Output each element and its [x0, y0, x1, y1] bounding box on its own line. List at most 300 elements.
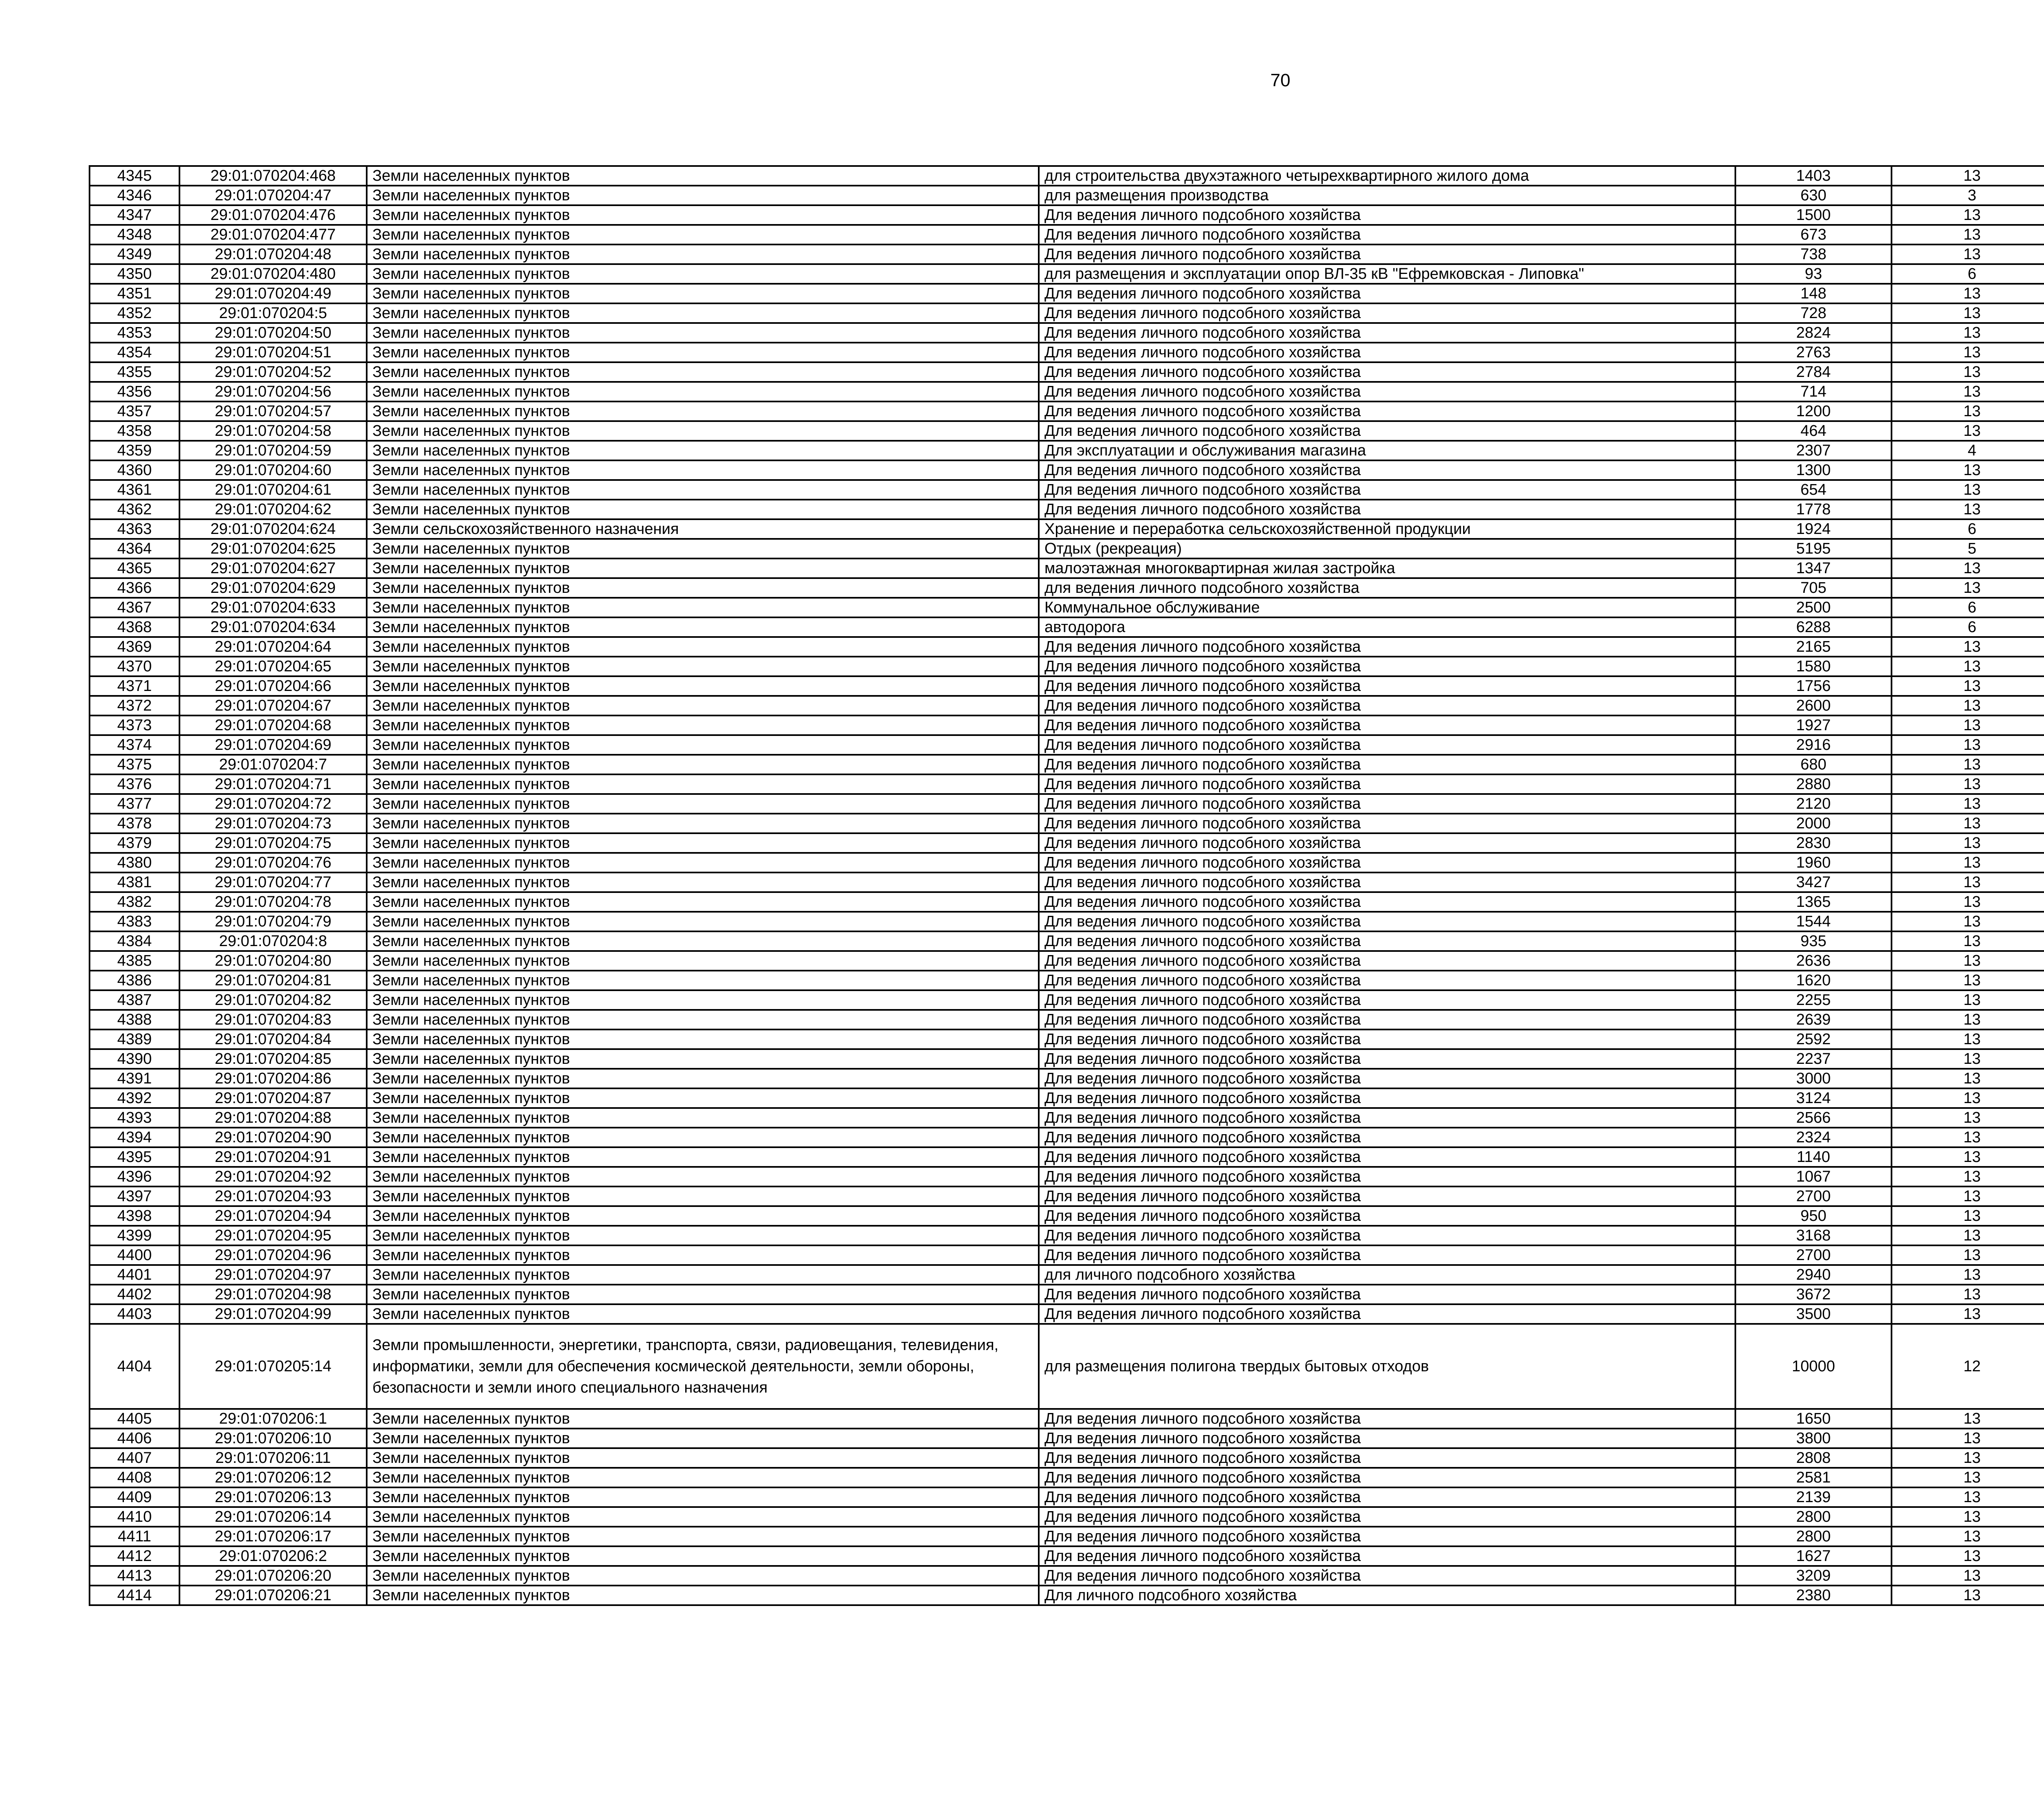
cell-row-number: 4411 — [90, 1527, 179, 1546]
cell-land-category: Земли населенных пунктов — [367, 598, 1039, 617]
cell-land-category: Земли населенных пунктов — [367, 441, 1039, 460]
cell-row-number: 4366 — [90, 578, 179, 598]
table-row — [90, 441, 2044, 460]
cell-row-number: 4379 — [90, 833, 179, 853]
cell-group: 13 — [1892, 225, 2044, 244]
cell-land-category: Земли населенных пунктов — [367, 1049, 1039, 1069]
cell-row-number: 4351 — [90, 284, 179, 303]
cell-group: 13 — [1892, 657, 2044, 676]
cell-group: 13 — [1892, 1487, 2044, 1507]
cell-row-number: 4385 — [90, 951, 179, 971]
cell-group: 13 — [1892, 205, 2044, 225]
cell-group: 13 — [1892, 303, 2044, 323]
cell-permitted-use: Для ведения личного подсобного хозяйства — [1039, 1186, 1735, 1206]
cell-cadastral-number: 29:01:070204:99 — [179, 1304, 367, 1324]
cell-permitted-use: Для ведения личного подсобного хозяйства — [1039, 401, 1735, 421]
cell-cadastral-number: 29:01:070204:58 — [179, 421, 367, 441]
cell-land-category: Земли населенных пунктов — [367, 303, 1039, 323]
cell-area: 2255 — [1735, 990, 1892, 1010]
cell-area: 1756 — [1735, 676, 1892, 696]
cell-row-number: 4403 — [90, 1304, 179, 1324]
cell-group: 13 — [1892, 1468, 2044, 1487]
cell-land-category: Земли населенных пунктов — [367, 539, 1039, 558]
cell-row-number: 4360 — [90, 460, 179, 480]
table-row — [90, 1010, 2044, 1029]
table-row — [90, 480, 2044, 500]
cell-permitted-use: Для ведения личного подсобного хозяйства — [1039, 1285, 1735, 1304]
cell-area: 705 — [1735, 578, 1892, 598]
cell-cadastral-number: 29:01:070206:10 — [179, 1429, 367, 1448]
table-row — [90, 1324, 2044, 1409]
cell-group: 13 — [1892, 1527, 2044, 1546]
table-row — [90, 1049, 2044, 1069]
cell-cadastral-number: 29:01:070204:64 — [179, 637, 367, 657]
cell-permitted-use: Для ведения личного подсобного хозяйства — [1039, 1245, 1735, 1265]
cell-cadastral-number: 29:01:070204:81 — [179, 971, 367, 990]
cell-row-number: 4368 — [90, 617, 179, 637]
cell-row-number: 4375 — [90, 755, 179, 774]
cell-group: 13 — [1892, 1586, 2044, 1605]
cell-cadastral-number: 29:01:070204:65 — [179, 657, 367, 676]
table-body — [90, 166, 2044, 1605]
cell-area: 10000 — [1735, 1324, 1892, 1409]
cell-land-category: Земли населенных пунктов — [367, 1206, 1039, 1226]
cell-permitted-use: Для ведения личного подсобного хозяйства — [1039, 303, 1735, 323]
cell-row-number: 4394 — [90, 1128, 179, 1147]
table-row — [90, 186, 2044, 205]
cell-row-number: 4352 — [90, 303, 179, 323]
cell-group: 6 — [1892, 617, 2044, 637]
cell-row-number: 4397 — [90, 1186, 179, 1206]
table-row — [90, 578, 2044, 598]
cell-area: 2165 — [1735, 637, 1892, 657]
cell-cadastral-number: 29:01:070204:51 — [179, 343, 367, 362]
cell-area: 738 — [1735, 244, 1892, 264]
cell-area: 2639 — [1735, 1010, 1892, 1029]
cell-row-number: 4413 — [90, 1566, 179, 1586]
cell-land-category: Земли населенных пунктов — [367, 1507, 1039, 1527]
cell-permitted-use: для ведения личного подсобного хозяйства — [1039, 578, 1735, 598]
cell-area: 1300 — [1735, 460, 1892, 480]
cell-group: 13 — [1892, 1128, 2044, 1147]
table-row — [90, 343, 2044, 362]
cell-permitted-use: Для ведения личного подсобного хозяйства — [1039, 814, 1735, 833]
cell-area: 2916 — [1735, 735, 1892, 755]
cell-permitted-use: Для ведения личного подсобного хозяйства — [1039, 657, 1735, 676]
cell-land-category: Земли промышленности, энергетики, транспорта, связи, радиовещания, телевидения, информатики, земли для обеспечения космической деятельности, земли обороны, безопасности и земли иного специального назначения — [367, 1324, 1039, 1409]
cell-group: 13 — [1892, 1029, 2044, 1049]
cell-cadastral-number: 29:01:070204:625 — [179, 539, 367, 558]
cell-cadastral-number: 29:01:070204:634 — [179, 617, 367, 637]
cell-area: 2600 — [1735, 696, 1892, 715]
cell-permitted-use: Для ведения личного подсобного хозяйства — [1039, 735, 1735, 755]
cell-area: 5195 — [1735, 539, 1892, 558]
cell-row-number: 4372 — [90, 696, 179, 715]
table-row — [90, 1147, 2044, 1167]
cell-land-category: Земли населенных пунктов — [367, 205, 1039, 225]
cell-land-category: Земли населенных пунктов — [367, 1245, 1039, 1265]
cell-permitted-use: Хранение и переработка сельскохозяйственной продукции — [1039, 519, 1735, 539]
cell-group: 13 — [1892, 951, 2044, 971]
cell-row-number: 4347 — [90, 205, 179, 225]
cell-permitted-use: Для ведения личного подсобного хозяйства — [1039, 676, 1735, 696]
cell-cadastral-number: 29:01:070204:49 — [179, 284, 367, 303]
cell-group: 6 — [1892, 519, 2044, 539]
cell-row-number: 4350 — [90, 264, 179, 284]
cell-area: 2139 — [1735, 1487, 1892, 1507]
table-row — [90, 1468, 2044, 1487]
cell-group: 13 — [1892, 166, 2044, 186]
cell-land-category: Земли населенных пунктов — [367, 1429, 1039, 1448]
cell-permitted-use: Для ведения личного подсобного хозяйства — [1039, 284, 1735, 303]
cell-cadastral-number: 29:01:070204:79 — [179, 912, 367, 931]
cell-area: 680 — [1735, 755, 1892, 774]
cell-area: 1620 — [1735, 971, 1892, 990]
cell-row-number: 4349 — [90, 244, 179, 264]
cell-row-number: 4363 — [90, 519, 179, 539]
table-row — [90, 1108, 2044, 1128]
cell-cadastral-number: 29:01:070204:86 — [179, 1069, 367, 1088]
cell-cadastral-number: 29:01:070206:13 — [179, 1487, 367, 1507]
cell-group: 13 — [1892, 774, 2044, 794]
cell-land-category: Земли населенных пунктов — [367, 1010, 1039, 1029]
cell-group: 13 — [1892, 244, 2044, 264]
cell-cadastral-number: 29:01:070204:624 — [179, 519, 367, 539]
cell-group: 4 — [1892, 441, 2044, 460]
cell-land-category: Земли населенных пунктов — [367, 421, 1039, 441]
table-row — [90, 1487, 2044, 1507]
cell-group: 13 — [1892, 912, 2044, 931]
cell-row-number: 4383 — [90, 912, 179, 931]
cell-area: 1650 — [1735, 1409, 1892, 1429]
cell-group: 13 — [1892, 1429, 2044, 1448]
table-row — [90, 1206, 2044, 1226]
cell-permitted-use: Для ведения личного подсобного хозяйства — [1039, 1468, 1735, 1487]
cell-permitted-use: для размещения полигона твердых бытовых отходов — [1039, 1324, 1735, 1409]
cell-group: 13 — [1892, 1566, 2044, 1586]
cell-permitted-use: Для ведения личного подсобного хозяйства — [1039, 755, 1735, 774]
cell-row-number: 4395 — [90, 1147, 179, 1167]
cell-permitted-use: Для ведения личного подсобного хозяйства — [1039, 323, 1735, 343]
cell-land-category: Земли населенных пунктов — [367, 1265, 1039, 1285]
cell-cadastral-number: 29:01:070204:94 — [179, 1206, 367, 1226]
cell-cadastral-number: 29:01:070204:8 — [179, 931, 367, 951]
cell-land-category: Земли населенных пунктов — [367, 500, 1039, 519]
table-row — [90, 872, 2044, 892]
cell-permitted-use: Для ведения личного подсобного хозяйства — [1039, 362, 1735, 382]
cell-area: 714 — [1735, 382, 1892, 401]
cell-permitted-use: для размещения и эксплуатации опор ВЛ-35 кВ "Ефремковская - Липовка" — [1039, 264, 1735, 284]
cell-group: 13 — [1892, 931, 2044, 951]
cell-group: 13 — [1892, 971, 2044, 990]
table-row — [90, 1029, 2044, 1049]
cell-area: 2763 — [1735, 343, 1892, 362]
cell-group: 13 — [1892, 1167, 2044, 1186]
cell-land-category: Земли населенных пунктов — [367, 1069, 1039, 1088]
cell-permitted-use: Для ведения личного подсобного хозяйства — [1039, 853, 1735, 872]
cell-area: 2800 — [1735, 1527, 1892, 1546]
cell-group: 13 — [1892, 1265, 2044, 1285]
cell-permitted-use: Для ведения личного подсобного хозяйства — [1039, 1448, 1735, 1468]
table-row — [90, 853, 2044, 872]
cell-cadastral-number: 29:01:070206:21 — [179, 1586, 367, 1605]
table-row — [90, 1304, 2044, 1324]
cell-row-number: 4408 — [90, 1468, 179, 1487]
cell-land-category: Земли населенных пунктов — [367, 480, 1039, 500]
table-row — [90, 1586, 2044, 1605]
cell-land-category: Земли населенных пунктов — [367, 1487, 1039, 1507]
cell-area: 1544 — [1735, 912, 1892, 931]
cell-permitted-use: Для ведения личного подсобного хозяйства — [1039, 1029, 1735, 1049]
cell-cadastral-number: 29:01:070204:72 — [179, 794, 367, 814]
cell-area: 2120 — [1735, 794, 1892, 814]
table-row — [90, 1546, 2044, 1566]
cell-land-category: Земли населенных пунктов — [367, 1285, 1039, 1304]
cell-permitted-use: Для ведения личного подсобного хозяйства — [1039, 1527, 1735, 1546]
cell-area: 3500 — [1735, 1304, 1892, 1324]
cell-row-number: 4361 — [90, 480, 179, 500]
table-row — [90, 264, 2044, 284]
cell-permitted-use: Для ведения личного подсобного хозяйства — [1039, 421, 1735, 441]
table-row — [90, 205, 2044, 225]
cell-land-category: Земли населенных пунктов — [367, 343, 1039, 362]
cell-row-number: 4380 — [90, 853, 179, 872]
cell-permitted-use: Для ведения личного подсобного хозяйства — [1039, 1108, 1735, 1128]
table-row — [90, 598, 2044, 617]
cell-group: 13 — [1892, 853, 2044, 872]
cell-row-number: 4405 — [90, 1409, 179, 1429]
cell-area: 2784 — [1735, 362, 1892, 382]
table-row — [90, 912, 2044, 931]
cell-land-category: Земли населенных пунктов — [367, 1147, 1039, 1167]
cell-row-number: 4388 — [90, 1010, 179, 1029]
cell-land-category: Земли населенных пунктов — [367, 1586, 1039, 1605]
cell-area: 2808 — [1735, 1448, 1892, 1468]
cell-land-category: Земли населенных пунктов — [367, 460, 1039, 480]
cell-row-number: 4365 — [90, 558, 179, 578]
table-row — [90, 382, 2044, 401]
cell-row-number: 4382 — [90, 892, 179, 912]
cell-permitted-use: Для личного подсобного хозяйства — [1039, 1586, 1735, 1605]
cell-group: 6 — [1892, 264, 2044, 284]
cell-area: 654 — [1735, 480, 1892, 500]
cell-permitted-use: для строительства двухэтажного четырехквартирного жилого дома — [1039, 166, 1735, 186]
table-row — [90, 1186, 2044, 1206]
cell-permitted-use: Для ведения личного подсобного хозяйства — [1039, 343, 1735, 362]
cell-row-number: 4400 — [90, 1245, 179, 1265]
cell-area: 2880 — [1735, 774, 1892, 794]
cell-row-number: 4404 — [90, 1324, 179, 1409]
cell-area: 1347 — [1735, 558, 1892, 578]
cell-permitted-use: Для ведения личного подсобного хозяйства — [1039, 480, 1735, 500]
cell-permitted-use: Для эксплуатации и обслуживания магазина — [1039, 441, 1735, 460]
cell-cadastral-number: 29:01:070206:1 — [179, 1409, 367, 1429]
cell-row-number: 4393 — [90, 1108, 179, 1128]
cell-area: 464 — [1735, 421, 1892, 441]
cell-permitted-use: Для ведения личного подсобного хозяйства — [1039, 1507, 1735, 1527]
cell-land-category: Земли населенных пунктов — [367, 558, 1039, 578]
cell-group: 13 — [1892, 755, 2044, 774]
cell-group: 6 — [1892, 598, 2044, 617]
table-row — [90, 951, 2044, 971]
cell-area: 3672 — [1735, 1285, 1892, 1304]
cell-area: 2307 — [1735, 441, 1892, 460]
cell-land-category: Земли населенных пунктов — [367, 715, 1039, 735]
cell-cadastral-number: 29:01:070206:11 — [179, 1448, 367, 1468]
cell-permitted-use: Для ведения личного подсобного хозяйства — [1039, 1010, 1735, 1029]
cell-group: 13 — [1892, 1206, 2044, 1226]
cell-row-number: 4345 — [90, 166, 179, 186]
cell-permitted-use: Для ведения личного подсобного хозяйства — [1039, 1304, 1735, 1324]
cell-cadastral-number: 29:01:070204:60 — [179, 460, 367, 480]
table-row — [90, 755, 2044, 774]
cell-cadastral-number: 29:01:070204:61 — [179, 480, 367, 500]
cell-land-category: Земли населенных пунктов — [367, 578, 1039, 598]
cell-permitted-use: Для ведения личного подсобного хозяйства — [1039, 244, 1735, 264]
cell-area: 2324 — [1735, 1128, 1892, 1147]
cell-permitted-use: Для ведения личного подсобного хозяйства — [1039, 951, 1735, 971]
cell-row-number: 4412 — [90, 1546, 179, 1566]
cell-land-category: Земли населенных пунктов — [367, 892, 1039, 912]
cell-area: 1500 — [1735, 205, 1892, 225]
cell-permitted-use: Для ведения личного подсобного хозяйства — [1039, 1546, 1735, 1566]
cell-area: 1580 — [1735, 657, 1892, 676]
cell-row-number: 4378 — [90, 814, 179, 833]
cell-area: 1627 — [1735, 1546, 1892, 1566]
cell-land-category: Земли населенных пунктов — [367, 853, 1039, 872]
cell-group: 13 — [1892, 1448, 2044, 1468]
table-row — [90, 1088, 2044, 1108]
table-row — [90, 401, 2044, 421]
cell-row-number: 4391 — [90, 1069, 179, 1088]
cell-row-number: 4384 — [90, 931, 179, 951]
cell-land-category: Земли населенных пунктов — [367, 225, 1039, 244]
cell-cadastral-number: 29:01:070206:20 — [179, 1566, 367, 1586]
table-row — [90, 696, 2044, 715]
cell-permitted-use: Для ведения личного подсобного хозяйства — [1039, 833, 1735, 853]
cell-land-category: Земли населенных пунктов — [367, 990, 1039, 1010]
cell-group: 13 — [1892, 284, 2044, 303]
cell-permitted-use: Для ведения личного подсобного хозяйства — [1039, 1429, 1735, 1448]
table-row — [90, 362, 2044, 382]
cell-permitted-use: Для ведения личного подсобного хозяйства — [1039, 1049, 1735, 1069]
cell-cadastral-number: 29:01:070204:85 — [179, 1049, 367, 1069]
cell-row-number: 4386 — [90, 971, 179, 990]
cell-land-category: Земли населенных пунктов — [367, 951, 1039, 971]
cell-group: 5 — [1892, 539, 2044, 558]
cell-group: 13 — [1892, 480, 2044, 500]
cell-group: 13 — [1892, 500, 2044, 519]
table-row — [90, 421, 2044, 441]
cell-permitted-use: для размещения производства — [1039, 186, 1735, 205]
cell-permitted-use: Для ведения личного подсобного хозяйства — [1039, 794, 1735, 814]
cell-cadastral-number: 29:01:070204:56 — [179, 382, 367, 401]
cell-area: 630 — [1735, 186, 1892, 205]
cell-cadastral-number: 29:01:070206:14 — [179, 1507, 367, 1527]
cell-row-number: 4370 — [90, 657, 179, 676]
cell-cadastral-number: 29:01:070204:476 — [179, 205, 367, 225]
table-row — [90, 1167, 2044, 1186]
cell-row-number: 4414 — [90, 1586, 179, 1605]
cell-permitted-use: Для ведения личного подсобного хозяйства — [1039, 990, 1735, 1010]
cell-area: 2380 — [1735, 1586, 1892, 1605]
table-row — [90, 990, 2044, 1010]
cell-cadastral-number: 29:01:070204:627 — [179, 558, 367, 578]
cell-group: 12 — [1892, 1324, 2044, 1409]
cell-area: 1960 — [1735, 853, 1892, 872]
cell-group: 13 — [1892, 1245, 2044, 1265]
cell-area: 1067 — [1735, 1167, 1892, 1186]
table-row — [90, 519, 2044, 539]
cell-row-number: 4401 — [90, 1265, 179, 1285]
cell-group: 13 — [1892, 1226, 2044, 1245]
cell-permitted-use: Для ведения личного подсобного хозяйства — [1039, 460, 1735, 480]
cell-area: 1140 — [1735, 1147, 1892, 1167]
cell-group: 13 — [1892, 990, 2044, 1010]
cell-cadastral-number: 29:01:070204:77 — [179, 872, 367, 892]
cell-area: 3800 — [1735, 1429, 1892, 1448]
cell-land-category: Земли сельскохозяйственного назначения — [367, 519, 1039, 539]
cell-land-category: Земли населенных пунктов — [367, 382, 1039, 401]
table-row — [90, 323, 2044, 343]
cell-land-category: Земли населенных пунктов — [367, 1304, 1039, 1324]
cell-group: 13 — [1892, 382, 2044, 401]
cell-row-number: 4374 — [90, 735, 179, 755]
table-row — [90, 617, 2044, 637]
table-row — [90, 931, 2044, 951]
cell-permitted-use: Для ведения личного подсобного хозяйства — [1039, 971, 1735, 990]
cell-group: 13 — [1892, 833, 2044, 853]
table-row — [90, 774, 2044, 794]
cell-cadastral-number: 29:01:070204:468 — [179, 166, 367, 186]
cell-cadastral-number: 29:01:070204:78 — [179, 892, 367, 912]
cell-row-number: 4369 — [90, 637, 179, 657]
cell-permitted-use: Для ведения личного подсобного хозяйства — [1039, 696, 1735, 715]
cell-row-number: 4348 — [90, 225, 179, 244]
cell-cadastral-number: 29:01:070204:75 — [179, 833, 367, 853]
table-row — [90, 500, 2044, 519]
cell-group: 13 — [1892, 1069, 2044, 1088]
cell-cadastral-number: 29:01:070204:477 — [179, 225, 367, 244]
cell-row-number: 4402 — [90, 1285, 179, 1304]
cell-permitted-use: Для ведения личного подсобного хозяйства — [1039, 912, 1735, 931]
table-row — [90, 1527, 2044, 1546]
cell-cadastral-number: 29:01:070204:69 — [179, 735, 367, 755]
cell-area: 6288 — [1735, 617, 1892, 637]
cell-row-number: 4396 — [90, 1167, 179, 1186]
table-row — [90, 558, 2044, 578]
table-row — [90, 460, 2044, 480]
table-row — [90, 303, 2044, 323]
cell-cadastral-number: 29:01:070204:84 — [179, 1029, 367, 1049]
cell-permitted-use: Отдых (рекреация) — [1039, 539, 1735, 558]
cell-cadastral-number: 29:01:070204:629 — [179, 578, 367, 598]
cell-cadastral-number: 29:01:070204:98 — [179, 1285, 367, 1304]
page-number: 70 — [1270, 70, 1291, 90]
cell-cadastral-number: 29:01:070206:12 — [179, 1468, 367, 1487]
cell-land-category: Земли населенных пунктов — [367, 912, 1039, 931]
cell-cadastral-number: 29:01:070204:71 — [179, 774, 367, 794]
cell-area: 2566 — [1735, 1108, 1892, 1128]
table-row — [90, 814, 2044, 833]
cell-cadastral-number: 29:01:070204:52 — [179, 362, 367, 382]
cell-land-category: Земли населенных пунктов — [367, 284, 1039, 303]
cell-row-number: 4371 — [90, 676, 179, 696]
cell-group: 13 — [1892, 735, 2044, 755]
cell-cadastral-number: 29:01:070205:14 — [179, 1324, 367, 1409]
cell-area: 1403 — [1735, 166, 1892, 186]
cell-land-category: Земли населенных пунктов — [367, 1108, 1039, 1128]
